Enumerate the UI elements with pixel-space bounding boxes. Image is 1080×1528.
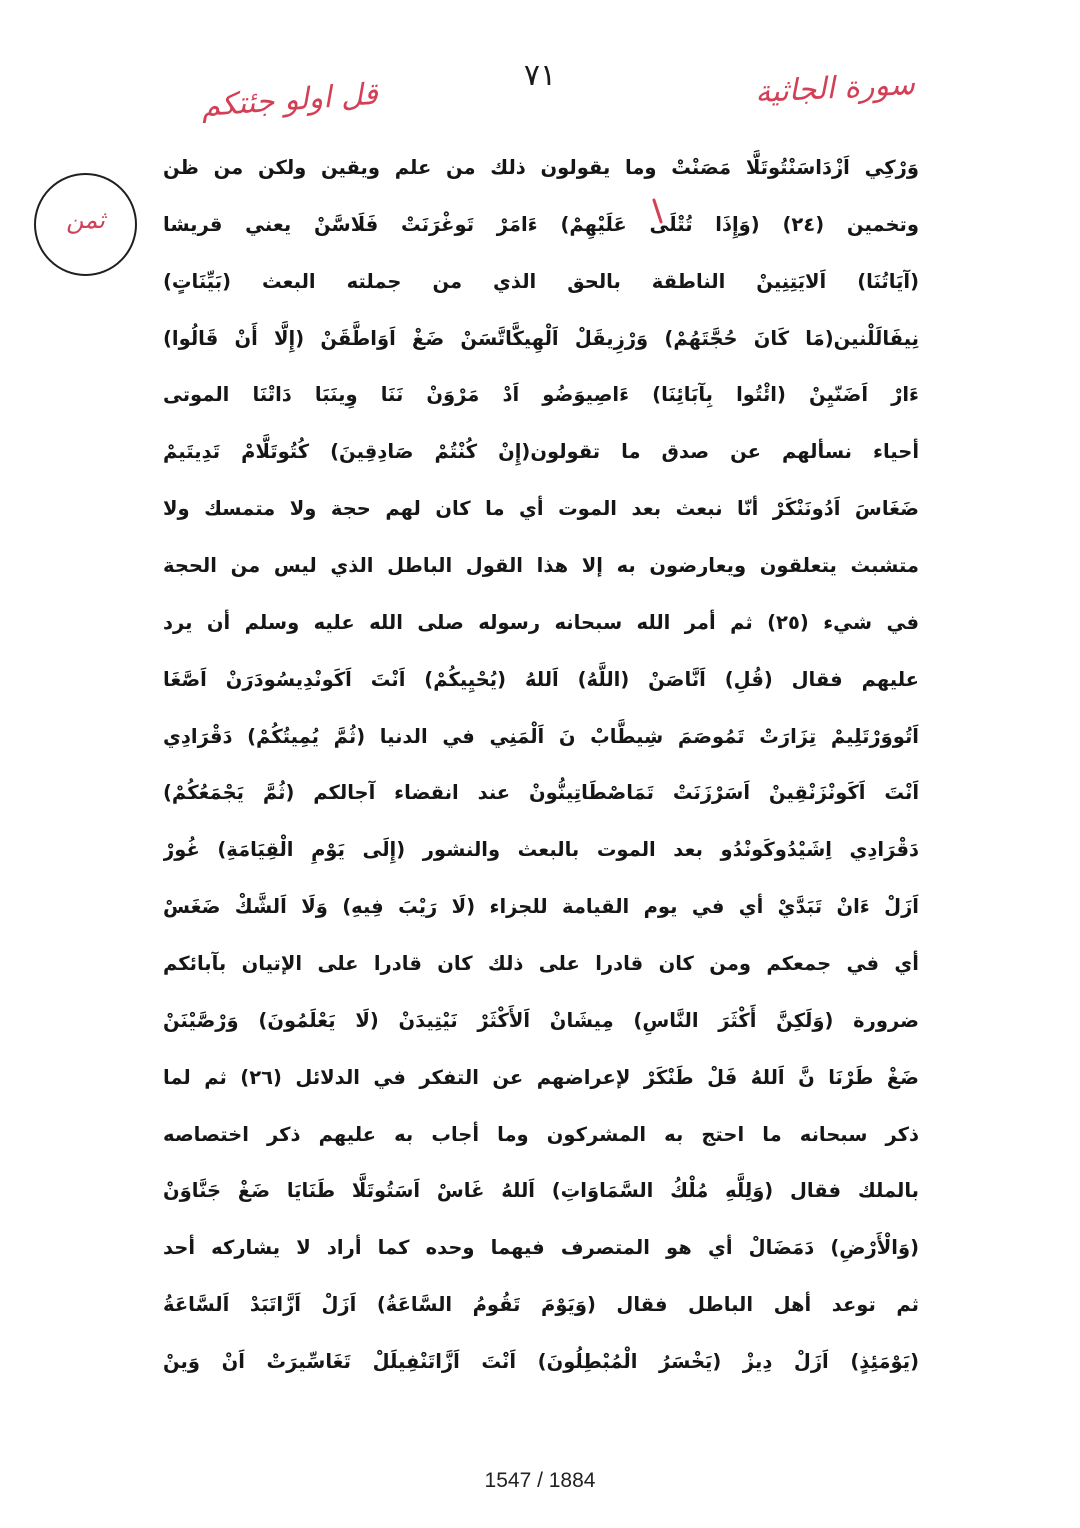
- text-line: وَرْكِي اَزْدَاسَنْتُوتَلَّا مَصَنْتْ وما يقولون ذلك من علم ويقين ولكن من ظن: [163, 156, 919, 179]
- text-line: ضَغْ طَرْنَا نَّ اَللهُ فَلْ طَنْكَرْ لإعراضهم عن التفكر في الدلائل (٢٦) ثم لما: [163, 1065, 919, 1089]
- text-line: أحياء نسألهم عن صدق ما تقولون(إِنْ كُنْتُمْ صَادِقِينَ) كُتُوتَلَّامْ تَدِيتَيمْ: [163, 440, 919, 464]
- text-line: اَتُووَرْتَلِيمْ تِزَارَتْ تَمُوصَمَ شِيطَّابْ نَ اَلْمَنِي في الدنيا (ثُمَّ يُمِيتُكُمْ) دَقْرَادِي: [163, 724, 919, 748]
- text-line: دَقْرَادِي اِشَيْدُوكَونْدُو بعد الموت بالبعث والنشور (إِلَى يَوْمِ الْقِيَامَةِ) غُورْ: [163, 838, 919, 862]
- margin-thumn-note: ثمن: [66, 206, 105, 234]
- text-line: متشبث يتعلقون ويعارضون به إلا هذا القول الباطل الذي ليس من الحجة: [163, 554, 919, 578]
- text-line: في شيء (٢٥) ثم أمر الله سبحانه رسوله صلى الله عليه وسلم أن يرد: [163, 610, 919, 634]
- text-line: ذكر سبحانه ما احتج به المشركون وما أجاب به عليهم ذكر اختصاصه: [163, 1122, 919, 1146]
- text-line: (آيَاتُنَا) اَلايَتِنِينْ الناطقة بالحق الذي من جملته البعث (بَيِّنَاتٍ): [163, 269, 919, 293]
- text-line: بالملك فقال (وَلِلَّهِ مُلْكُ السَّمَاوَاتِ) اَللهُ غَاسْ اَسَتُوتَلَّا طَنَايَا ضَغْ جَنَّاوَنْ: [163, 1179, 919, 1203]
- text-line: اَزَلْ ءَانْ تَبَدَّيْ أي في يوم القيامة للجزاء (لَا رَيْبَ فِيهِ) وَلَا اَلشَّكْ ضَغَسْ: [163, 895, 919, 919]
- body-text: [163, 146, 919, 1397]
- text-line: ثم توعد أهل الباطل فقال (وَيَوْمَ تَقُومُ السَّاعَةُ) اَزَلْ اَزَّاتَبَدْ اَلسَّاعَةُ: [163, 1293, 919, 1317]
- text-line: ءَارْ اَضَنّيِنْ (ائْتُوا بِآبَائِنَا) ءَاصِيوَضُو اَدْ مَرْوَنْ نَنَا وِينَبَا دَاتْنَا الموتى: [163, 383, 919, 407]
- page-counter: 1547 / 1884: [484, 1469, 596, 1492]
- page-number: ٧١: [523, 58, 557, 93]
- juz-marker-note: قل اولو جئتكم: [200, 76, 379, 124]
- text-line: ضَغَاسَ اَدُونَنْكَرْ أنّا نبعث بعد الموت أي ما كان لهم حجة ولا متمسك ولا: [163, 497, 919, 521]
- text-line: نِيفَالَلْنين(مَا كَانَ حُجَّتَهُمْ) وَرْزِيقَلْ اَلْهِيكَّاتَّسَنْ ضَغْ اَوَاطَّقَنْ (إِلَّا أَنْ قَالُوا): [163, 326, 919, 350]
- text-line: (يَوْمَئِذٍ) اَزَلْ دِيزْ (يَخْسَرُ الْمُبْطِلُونَ) اَنْتَ اَزَّاتَنْفِيلَلْ تَغَاسِّيرَتْ اَنْ وَينْ: [163, 1350, 919, 1374]
- text-line: اَنْتَ اَكَونْزَنْقِينْ اَسَرْزَنَتْ تَمَاصْطَاتِينُّونْ عند انقضاء آجالكم (ثُمَّ يَجْمَعُكُمْ): [163, 781, 919, 805]
- surah-name-note: سورة الجاثية: [754, 66, 916, 111]
- text-line: ضرورة (وَلَكِنَّ أَكْثَرَ النَّاسِ) مِيشَانْ اَلأَكْثَرْ نَيْتِيدَنْ (لَا يَعْلَمُونَ) وَرْصَّيْنَنْ: [163, 1008, 919, 1032]
- text-line: أي في جمعكم ومن كان قادرا على ذلك كان قادرا على الإتيان بآبائكم: [163, 952, 919, 976]
- text-line: وتخمين (٢٤) (وَإِذَا تُتْلَى عَلَيْهِمْ) ءَامَرْ تَوغْرَنَتْ فَلَاسَّنْ يعني قريشا: [163, 212, 919, 236]
- text-line: (وَالْأَرْضِ) دَمَضَالْ أي هو المتصرف فيهما وحده كما أراد لا يشاركه أحد: [163, 1236, 919, 1260]
- text-line: عليهم فقال (قُلِ) اَنَّاصَنْ (اللَّهُ) اَللهُ (يُحْيِيكُمْ) اَنْتَ اَكَونْدِيسُودَرَنْ اَصَّغَا: [163, 667, 919, 691]
